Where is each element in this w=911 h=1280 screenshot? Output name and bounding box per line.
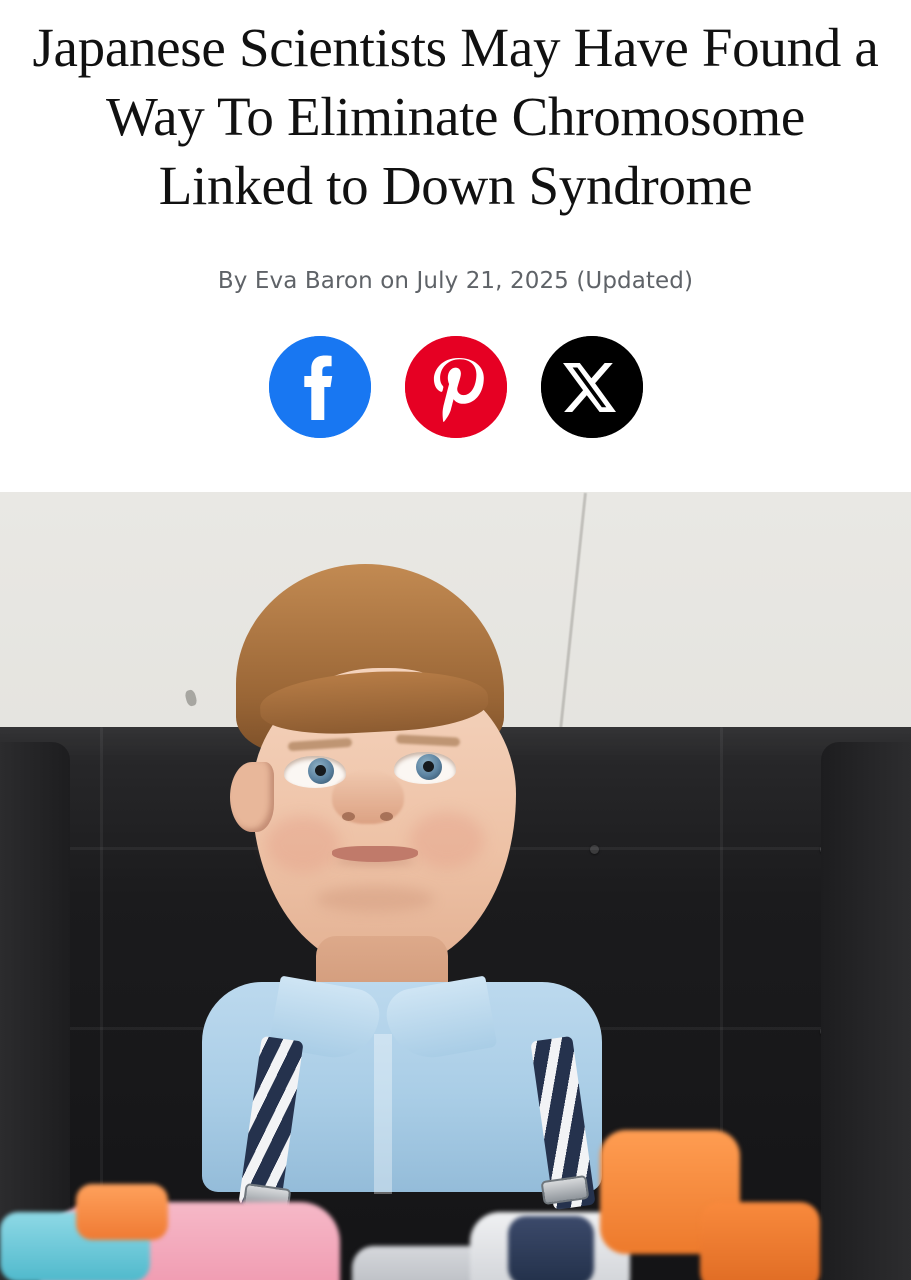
share-pinterest-button[interactable] (405, 336, 507, 438)
foreground-toys (0, 1142, 911, 1280)
x-icon (541, 336, 643, 438)
article-hero-image (0, 492, 911, 1280)
page-title: Japanese Scientists May Have Found a Way To Eliminate Chromosome Linked to Down Syndrome (32, 17, 879, 216)
child-subject (196, 564, 626, 1184)
share-buttons-row (18, 336, 893, 492)
pinterest-icon (405, 336, 507, 438)
article-byline: By Eva Baron on July 21, 2025 (Updated) (217, 268, 694, 295)
article-header (0, 0, 911, 492)
share-x-button[interactable] (541, 336, 643, 438)
facebook-icon (269, 336, 371, 438)
share-facebook-button[interactable] (269, 336, 371, 438)
